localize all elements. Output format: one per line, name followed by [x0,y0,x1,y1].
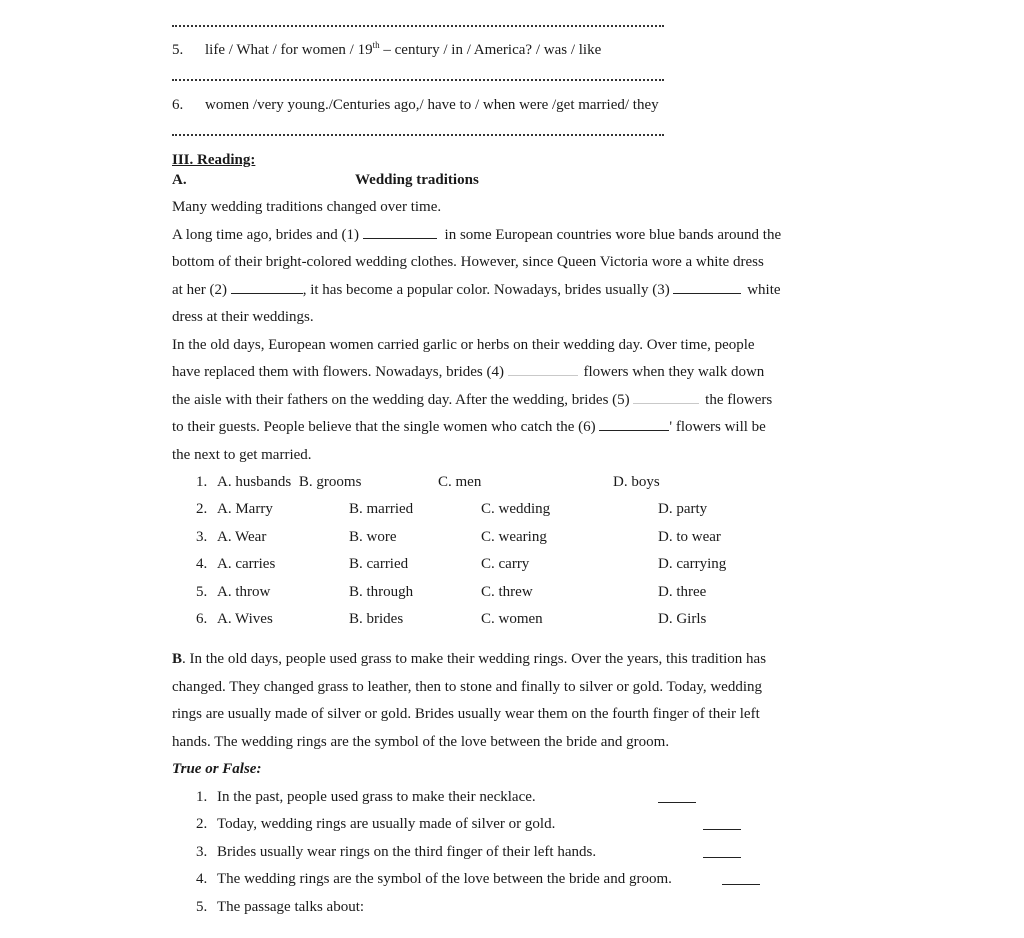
part-b-text: . In the old days, people used grass to make their wedding rings. Over the years, this tradition has [182,651,767,667]
option-d[interactable]: D. three [658,584,707,600]
passage-text: the aisle with their fathers on the wedding day. After the wedding, brides (5) [172,392,630,408]
gap-5-blank[interactable] [633,391,699,404]
tf-statement: Today, wedding rings are usually made of silver or gold. [217,816,556,832]
option-number: 4. [196,556,208,572]
option-c[interactable]: C. threw [481,584,533,600]
passage-text: the flowers [705,392,773,408]
option-d[interactable]: D. Girls [658,611,707,627]
part-a-label: A. [172,172,187,188]
part-b-label: B [172,651,183,667]
rewrite-item-6 [172,96,659,114]
option-a[interactable]: A. throw [217,584,271,600]
option-a[interactable]: A. Wives [217,611,273,627]
option-b[interactable]: B. married [349,501,414,517]
option-number: 3. [196,529,208,545]
tf-number: 3. [196,844,208,860]
option-row-5 [196,583,270,601]
option-d[interactable]: D. boys [613,474,660,490]
part-b-line: rings are usually made of silver or gold. Brides usually wear them on the fourth finger of their left [172,706,760,722]
tf-number: 2. [196,816,208,832]
gap-4-blank[interactable] [508,363,578,376]
passage-line [172,226,781,244]
option-number: 5. [196,584,208,600]
item-number: 6. [172,97,184,113]
option-c[interactable]: C. carry [481,556,530,572]
gap-1-blank[interactable] [363,226,437,239]
option-d[interactable]: D. carrying [658,556,727,572]
option-number: 1. [196,474,208,490]
option-row-2 [196,500,273,518]
true-false-title: True or False: [172,761,262,777]
option-c[interactable]: C. wedding [481,501,551,517]
tf-number: 1. [196,789,208,805]
item-text: women /very young./Centuries ago,/ have to / when were /get married/ they [205,97,659,113]
tf-answer-blank-1[interactable] [658,802,696,803]
passage-line [172,281,781,299]
option-d[interactable]: D. party [658,501,708,517]
tf-answer-blank-3[interactable] [703,857,741,858]
option-row-1 [196,473,361,491]
superscript: th [372,40,380,50]
passage-text: white [747,282,781,298]
option-row-3 [196,528,266,546]
passage-text: A long time ago, brides and (1) [172,227,360,243]
passage-line: Many wedding traditions changed over time. [172,199,442,215]
option-a[interactable]: A. husbands [217,474,292,490]
tf-number: 4. [196,871,208,887]
tf-statement: The passage talks about: [217,899,365,915]
tf-item-3 [196,843,596,861]
part-b-line: hands. The wedding rings are the symbol of the love between the bride and groom. [172,734,670,750]
item-number: 5. [172,42,184,58]
option-b[interactable]: B. brides [349,611,404,627]
tf-statement: The wedding rings are the symbol of the love between the bride and groom. [217,871,672,887]
item-text: life / What / for women / 19 [205,42,373,58]
tf-item-1 [196,788,536,806]
option-row-4 [196,555,275,573]
tf-item-4 [196,870,672,888]
tf-answer-blank-2[interactable] [703,829,741,830]
section-title: III. Reading: [172,152,256,168]
gap-2-blank[interactable] [231,281,303,294]
passage-text: flowers when they walk down [583,364,765,380]
tf-answer-blank-4[interactable] [722,884,760,885]
option-d[interactable]: D. to wear [658,529,721,545]
option-number: 6. [196,611,208,627]
answer-dotted-line [172,79,664,81]
option-b[interactable]: B. grooms [298,474,362,490]
part-b-line: changed. They changed grass to leather, then to stone and finally to silver or gold. Today, wedding [172,679,763,695]
option-b[interactable]: B. wore [349,529,397,545]
rewrite-item-5 [172,41,601,59]
passage-text: in some European countries wore blue bands around the [444,227,782,243]
tf-item-2 [196,815,555,833]
passage-line: dress at their weddings. [172,309,314,325]
gap-6-blank[interactable] [599,418,669,431]
answer-dotted-line [172,134,664,136]
item-text-end: – century / in / America? / was / like [379,42,602,58]
tf-number: 5. [196,899,208,915]
option-a[interactable]: A. Wear [217,529,267,545]
passage-title: Wedding traditions [355,172,479,188]
passage-line [172,391,772,409]
option-row-6 [196,610,273,628]
tf-item-5 [196,898,364,916]
passage-text: at her (2) [172,282,227,298]
answer-dotted-line [172,25,664,27]
passage-line [172,363,764,381]
option-c[interactable]: C. wearing [481,529,547,545]
option-number: 2. [196,501,208,517]
option-b[interactable]: B. carried [349,556,409,572]
passage-text: , it has become a popular color. Nowadays, brides usually (3) [302,282,670,298]
part-b-line [172,650,766,668]
gap-3-blank[interactable] [673,281,741,294]
option-c[interactable]: C. women [481,611,543,627]
option-a[interactable]: A. Marry [217,501,273,517]
passage-line: In the old days, European women carried garlic or herbs on their wedding day. Over time, people [172,337,755,353]
option-a[interactable]: A. carries [217,556,276,572]
passage-line [172,418,766,436]
option-c[interactable]: C. men [438,474,482,490]
option-b[interactable]: B. through [349,584,414,600]
passage-line: bottom of their bright-colored wedding clothes. However, since Queen Victoria wore a white dress [172,254,764,270]
passage-line: the next to get married. [172,447,312,463]
tf-statement: In the past, people used grass to make their necklace. [217,789,536,805]
passage-text: have replaced them with flowers. Nowadays, brides (4) [172,364,504,380]
passage-text: to their guests. People believe that the single women who catch the (6) [172,419,596,435]
tf-statement: Brides usually wear rings on the third finger of their left hands. [217,844,597,860]
passage-text: ' flowers will be [669,419,766,435]
